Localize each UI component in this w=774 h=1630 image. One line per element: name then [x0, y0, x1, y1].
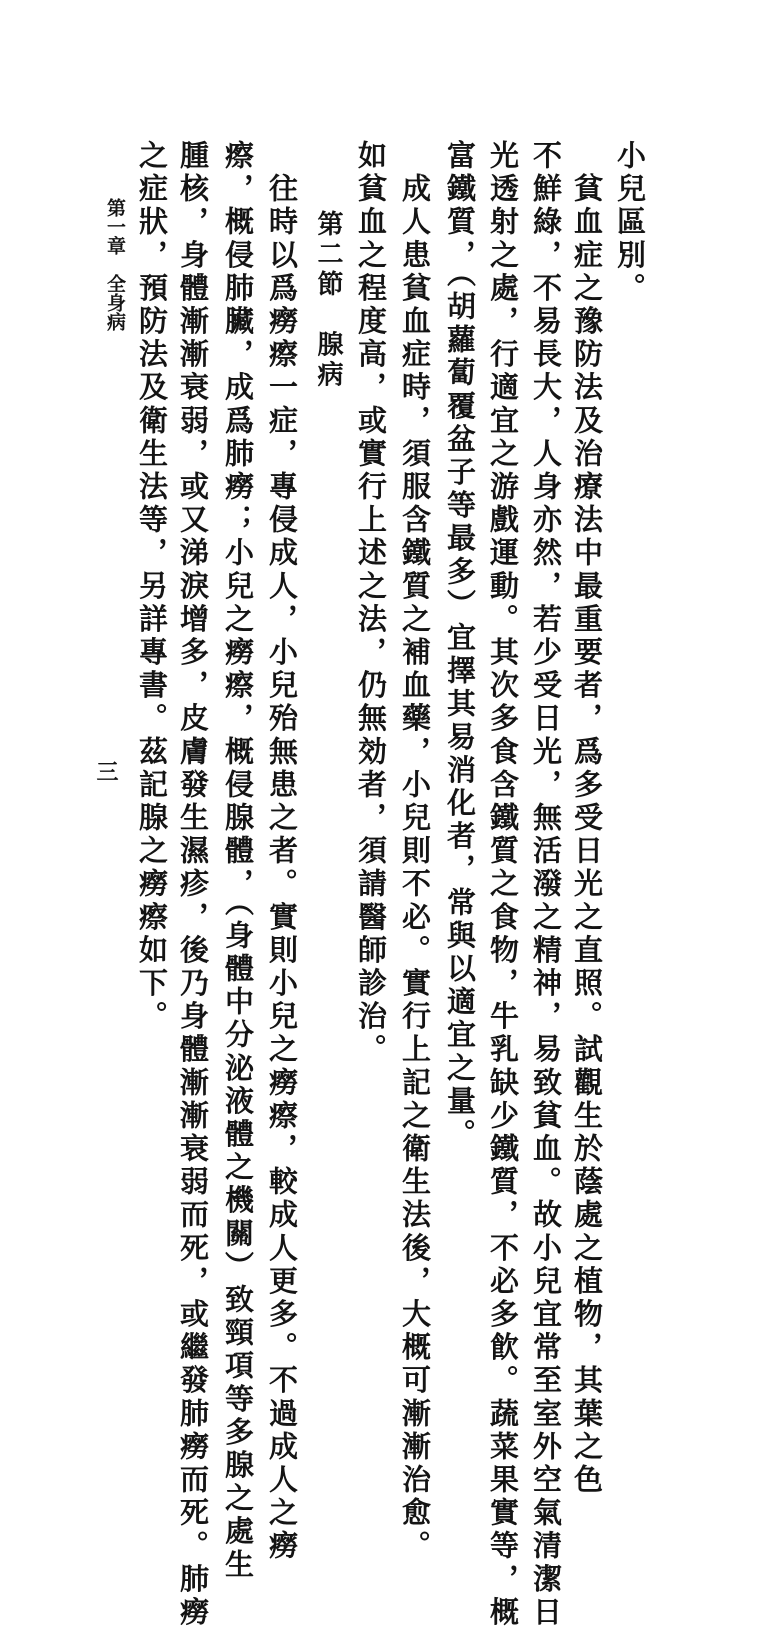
text-line-6: 成人患貧血症時，須服含鐵質之補血藥，小兒則不必。實行上記之衛生法後，大概可漸漸治愈。 — [398, 140, 432, 1564]
text-line-9: 往時以爲癆瘵一症，專侵成人，小兒殆無患之者。實則小兒之癆瘵，較成人更多。不過成人之癆 — [265, 140, 299, 1564]
text-line-7: 如貧血之程度高，或實行上述之法，仍無効者，須請醫師診治。 — [354, 140, 388, 1067]
text-line-1: 小兒區別。 — [613, 140, 647, 306]
running-footer: 第一章 全身病 — [104, 198, 126, 331]
text-line-11: 腫核，身體漸漸衰弱，或又涕淚增多，皮膚發生濕疹，後乃身體漸漸衰弱而死，或繼發肺癆而死。肺癆 — [176, 140, 210, 1630]
page-number: 三 — [93, 760, 119, 782]
text-line-2: 貧血症之豫防法及治療法中最重要者，爲多受日光之直照。試觀生於蔭處之植物，其葉之色 — [570, 140, 604, 1498]
text-line-3: 不鮮綠，不易長大，人身亦然，若少受日光，無活潑之精神，易致貧血。故小兒宜常至室外空氣清潔日 — [529, 140, 563, 1630]
text-line-4: 光透射之處，行適宜之游戲運動。其次多食含鐵質之食物，牛乳缺少鐵質，不必多飮。蔬菜果實等，概 — [486, 140, 520, 1630]
text-line-10: 瘵，概侵肺臟，成爲肺癆；小兒之癆瘵，概侵腺體，（身體中分泌液體之機關）致頸項等多腺之處生 — [221, 140, 255, 1582]
section-heading: 第二節 腺病 — [313, 180, 343, 391]
text-line-5: 富鐵質，（胡蘿蔔覆盆子等最多）宜擇其易消化者，常與以適宜之量。 — [443, 140, 477, 1152]
text-line-12: 之症狀，預防法及衛生法等，另詳專書。茲記腺之癆瘵如下。 — [135, 140, 169, 1034]
